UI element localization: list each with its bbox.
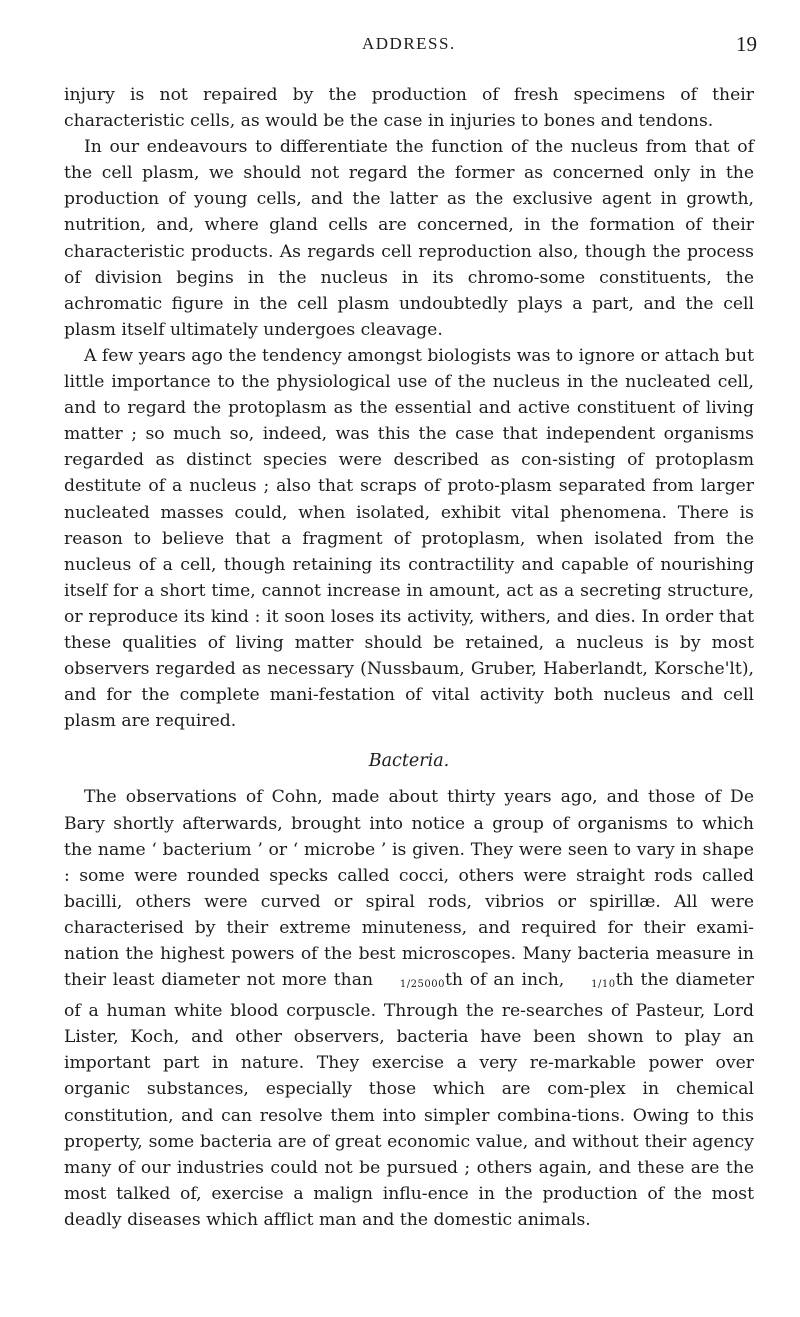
bacteria-text-part-2: th of an inch, (444, 970, 565, 991)
fraction-one-25000: 1/25000 (399, 979, 445, 991)
section-heading-bacteria: Bacteria. (368, 751, 450, 772)
running-title: ADDRESS. (362, 34, 456, 53)
paragraph-continuation: injury is not repaired by the production of fresh specimens of their characteristic cells, as would be the case in injuries to bones and tendons. (64, 85, 754, 132)
paragraph-bacteria (64, 784, 754, 1233)
page-number: 19 (736, 32, 757, 56)
bacteria-text-part-3: th the diameter of a human white blood corpuscle. Through the re-searches of Pasteur, Lord Lister, Koch, and other observers, bacteria have been shown to play an important part in nature. They exercise a very re-markable power over organic substances, especially those which are com-plex in chemical constitution, and can resolve them into simpler combina-tions. Owing to this property, some bacteria are of great economic value, and without their agency many of our industries could not be pursued ; others again, and these are the most talked of, exercise a malign influ-ence in the production of the most deadly diseases which afflict man and the domestic animals. (64, 970, 754, 1230)
body-text (64, 82, 754, 1233)
bacteria-text-part-1: The observations of Cohn, made about thirty years ago, and those of De Bary shortly afterwards, brought into notice a group of organisms to which the name ‘ bacterium ’ or ‘ microbe ’ is given. They were seen to vary in shape : some were rounded specks called cocci, others were straight rods called bacilli, others were curved or spiral rods, vibrios or spirillæ. All were characterised by their extreme minuteness, and required for their exami-nation the highest powers of the best microscopes. Many bacteria measure in their least diameter not more than (64, 787, 754, 991)
paragraph-protoplasm: A few years ago the tendency amongst biologists was to ignore or attach but little importance to the physiological use of the nucleus in the nucleated cell, and to regard the protoplasm as the essential and active constituent of living matter ; so much so, indeed, was this the case that independent organisms regarded as distinct species were described as con-sisting of protoplasm destitute of a nucleus ; also that scraps of proto-plasm separated from larger nucleated masses could, when isolated, exhibit vital phenomena. There is reason to believe that a fragment of protoplasm, when isolated from the nucleus of a cell, though retaining its contractility and capable of nourishing itself for a short time, cannot increase in amount, act as a secreting structure, or reproduce its kind : it soon loses its activity, withers, and dies. In order that these qualities of living matter should be retained, a nucleus is by most observers regarded as necessary (Nussbaum, Gruber, Haberlandt, Korsche'lt), and for the complete mani-festation of vital activity both nucleus and cell plasm are required. (64, 345, 754, 732)
paragraph-nucleus-function: In our endeavours to differentiate the function of the nucleus from that of the cell plasm, we should not regard the former as concerned only in the production of young cells, and the latter as the exclusive agent in growth, nutrition, and, where gland cells are concerned, in the formation of their characteristic products. As regards cell reproduction also, though the process of division begins in the nucleus in its chromo-some constituents, the achromatic figure in the cell plasm undoubtedly plays a part, and the cell plasm itself ultimately undergoes cleavage. (64, 137, 754, 340)
fraction-one-tenth: 1/10 (591, 979, 616, 991)
